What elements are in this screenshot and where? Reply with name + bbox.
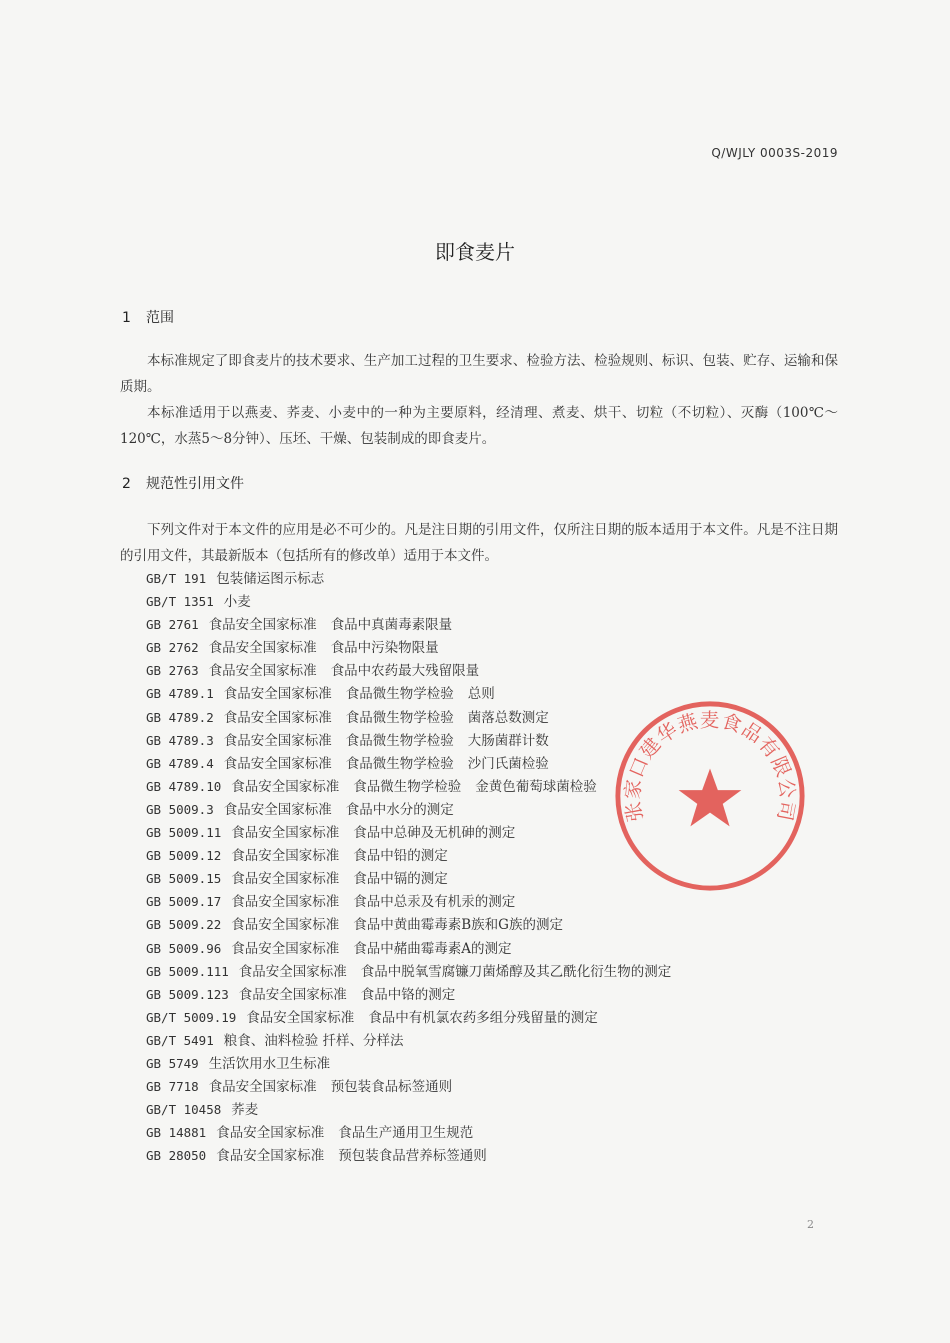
section-number: 2 xyxy=(122,476,131,492)
reference-title-part: 包装储运图示标志 xyxy=(216,571,325,587)
section-number: 1 xyxy=(122,310,131,326)
paragraph: 本标准规定了即食麦片的技术要求、生产加工过程的卫生要求、检验方法、检验规则、标识、包装、贮存、运输和保质期。 xyxy=(120,353,838,395)
reference-title-part: 食品安全国家标准 xyxy=(208,617,317,634)
reference-title-part: 食品安全国家标准 xyxy=(216,1148,325,1165)
reference-item xyxy=(146,1144,826,1167)
reference-code: GB/T 10458 xyxy=(146,1102,222,1118)
reference-title-part: 食品安全国家标准 xyxy=(223,801,332,818)
reference-title-part: 食品微生物学检验 xyxy=(345,755,454,772)
reference-title-part: 食品中有机氯农药多组分残留量的测定 xyxy=(368,1009,598,1026)
reference-title-part: 食品安全国家标准 xyxy=(208,1079,317,1096)
reference-title-part: 菌落总数测定 xyxy=(467,709,549,726)
reference-title-part: 食品中铅的测定 xyxy=(353,848,448,865)
reference-title-part: 食品安全国家标准 xyxy=(223,755,332,772)
reference-title-part: 大肠菌群计数 xyxy=(467,732,549,749)
reference-item xyxy=(146,1006,826,1029)
reference-item xyxy=(146,983,826,1006)
reference-code: GB 2762 xyxy=(146,640,199,656)
reference-title-part: 金黄色葡萄球菌检验 xyxy=(475,778,597,795)
reference-title-part: 预包装食品标签通则 xyxy=(330,1079,453,1096)
reference-code: GB 5009.22 xyxy=(146,917,222,933)
reference-title-part: 粮食、油料检验 扦样、分样法 xyxy=(223,1032,404,1049)
reference-item xyxy=(146,590,826,613)
reference-item xyxy=(146,890,826,913)
reference-code: GB 4789.10 xyxy=(146,778,222,794)
reference-title-part: 生活饮用水卫生标准 xyxy=(208,1055,331,1072)
reference-title-part: 食品安全国家标准 xyxy=(223,686,332,703)
reference-item xyxy=(146,659,826,682)
reference-code: GB 4789.2 xyxy=(146,709,214,725)
reference-item xyxy=(146,706,826,729)
reference-title-part: 食品微生物学检验 xyxy=(353,778,462,795)
reference-item xyxy=(146,729,826,752)
reference-code: GB 7718 xyxy=(146,1079,199,1095)
reference-title-part: 食品中总汞及有机汞的测定 xyxy=(353,894,516,911)
reference-code: GB/T 5491 xyxy=(146,1032,214,1048)
reference-item xyxy=(146,960,826,983)
reference-title-part: 食品中镉的测定 xyxy=(353,871,448,888)
reference-title-part: 沙门氏菌检验 xyxy=(467,755,549,772)
reference-list xyxy=(146,567,826,1167)
reference-code: GB 5009.96 xyxy=(146,940,222,956)
reference-code: GB 5009.111 xyxy=(146,963,229,979)
reference-item xyxy=(146,821,826,844)
reference-title-part: 食品中黄曲霉毒素B族和G族的测定 xyxy=(353,917,563,934)
document-title: 即食麦片 xyxy=(435,240,515,264)
reference-title-part: 食品中总砷及无机砷的测定 xyxy=(353,825,516,842)
reference-item xyxy=(146,1052,826,1075)
reference-code: GB/T 1351 xyxy=(146,594,214,610)
reference-title-part: 荞麦 xyxy=(231,1102,259,1119)
reference-code: GB 4789.1 xyxy=(146,686,214,702)
page-number: 2 xyxy=(807,1218,814,1231)
reference-item xyxy=(146,1029,826,1052)
seal-text: 张家口建华燕麦食品有限公司 xyxy=(620,708,800,824)
reference-title-part: 食品安全国家标准 xyxy=(231,871,340,888)
reference-item xyxy=(146,567,826,590)
reference-title-part: 总则 xyxy=(467,686,495,703)
reference-code: GB 14881 xyxy=(146,1125,207,1141)
reference-title-part: 食品安全国家标准 xyxy=(246,1009,355,1026)
reference-code: GB 5009.17 xyxy=(146,894,222,910)
reference-item xyxy=(146,913,826,936)
reference-title-part: 食品安全国家标准 xyxy=(216,1125,325,1142)
reference-code: GB 5749 xyxy=(146,1055,199,1071)
reference-title-part: 食品中铬的测定 xyxy=(360,986,456,1003)
reference-item xyxy=(146,682,826,705)
reference-title-part: 食品安全国家标准 xyxy=(231,894,340,911)
reference-title-part: 食品安全国家标准 xyxy=(223,732,332,749)
reference-title-part: 食品安全国家标准 xyxy=(231,940,340,957)
reference-title-part: 食品生产通用卫生规范 xyxy=(338,1125,474,1142)
reference-code: GB 5009.12 xyxy=(146,848,222,864)
paragraph: 本标准适用于以燕麦、荞麦、小麦中的一种为主要原料，经清理、煮麦、烘干、切粒（不切粒）、灭酶（100℃～120℃，水蒸5～8分钟）、压坯、干燥、包装制成的即食麦片。 xyxy=(120,405,838,447)
reference-title-part: 小麦 xyxy=(223,594,251,611)
reference-code: GB 4789.4 xyxy=(146,755,214,771)
reference-item xyxy=(146,867,826,890)
section-title: 规范性引用文件 xyxy=(146,476,244,492)
reference-item xyxy=(146,1075,826,1098)
reference-code: GB 28050 xyxy=(146,1148,207,1164)
section-heading-normative-references xyxy=(122,473,244,493)
reference-code: GB 5009.3 xyxy=(146,801,214,817)
reference-title-part: 食品微生物学检验 xyxy=(345,732,454,749)
section-heading-scope xyxy=(122,307,174,327)
reference-title-part: 食品安全国家标准 xyxy=(231,825,340,842)
reference-item xyxy=(146,613,826,636)
reference-item xyxy=(146,937,826,960)
reference-code: GB 2761 xyxy=(146,617,199,633)
reference-title-part: 预包装食品营养标签通则 xyxy=(338,1148,487,1165)
section-title: 范围 xyxy=(146,310,174,326)
reference-title-part: 食品安全国家标准 xyxy=(231,778,340,795)
reference-code: GB 2763 xyxy=(146,663,199,679)
reference-title-part: 食品中水分的测定 xyxy=(345,801,454,818)
reference-item xyxy=(146,636,826,659)
reference-code: GB/T 5009.19 xyxy=(146,1009,237,1025)
reference-title-part: 食品中污染物限量 xyxy=(330,640,439,657)
reference-item xyxy=(146,775,826,798)
reference-title-part: 食品中脱氧雪腐镰刀菌烯醇及其乙酰化衍生物的测定 xyxy=(360,963,672,980)
reference-title-part: 食品安全国家标准 xyxy=(208,663,317,680)
reference-code: GB 4789.3 xyxy=(146,732,214,748)
reference-title-part: 食品中农药最大残留限量 xyxy=(330,663,480,680)
reference-item xyxy=(146,844,826,867)
reference-title-part: 食品安全国家标准 xyxy=(238,986,347,1003)
reference-item xyxy=(146,1121,826,1144)
reference-item xyxy=(146,1098,826,1121)
reference-title-part: 食品中赭曲霉毒素A的测定 xyxy=(353,940,512,957)
reference-title-part: 食品安全国家标准 xyxy=(223,709,332,726)
reference-title-part: 食品安全国家标准 xyxy=(231,848,340,865)
reference-code: GB/T 191 xyxy=(146,571,207,586)
reference-title-part: 食品中真菌毒素限量 xyxy=(330,617,453,634)
reference-code: GB 5009.123 xyxy=(146,986,229,1002)
document-code: Q/WJLY 0003S-2019 xyxy=(711,146,838,160)
reference-title-part: 食品安全国家标准 xyxy=(238,963,347,980)
reference-title-part: 食品安全国家标准 xyxy=(208,640,317,657)
reference-item xyxy=(146,752,826,775)
reference-code: GB 5009.15 xyxy=(146,871,222,887)
paragraph: 下列文件对于本文件的应用是必不可少的。凡是注日期的引用文件，仅所注日期的版本适用于本文件。凡是不注日期的引用文件，其最新版本（包括所有的修改单）适用于本文件。 xyxy=(120,522,838,564)
reference-title-part: 食品微生物学检验 xyxy=(345,686,454,703)
reference-title-part: 食品安全国家标准 xyxy=(231,917,340,934)
reference-title-part: 食品微生物学检验 xyxy=(345,709,454,726)
reference-item xyxy=(146,798,826,821)
reference-code: GB 5009.11 xyxy=(146,825,222,841)
